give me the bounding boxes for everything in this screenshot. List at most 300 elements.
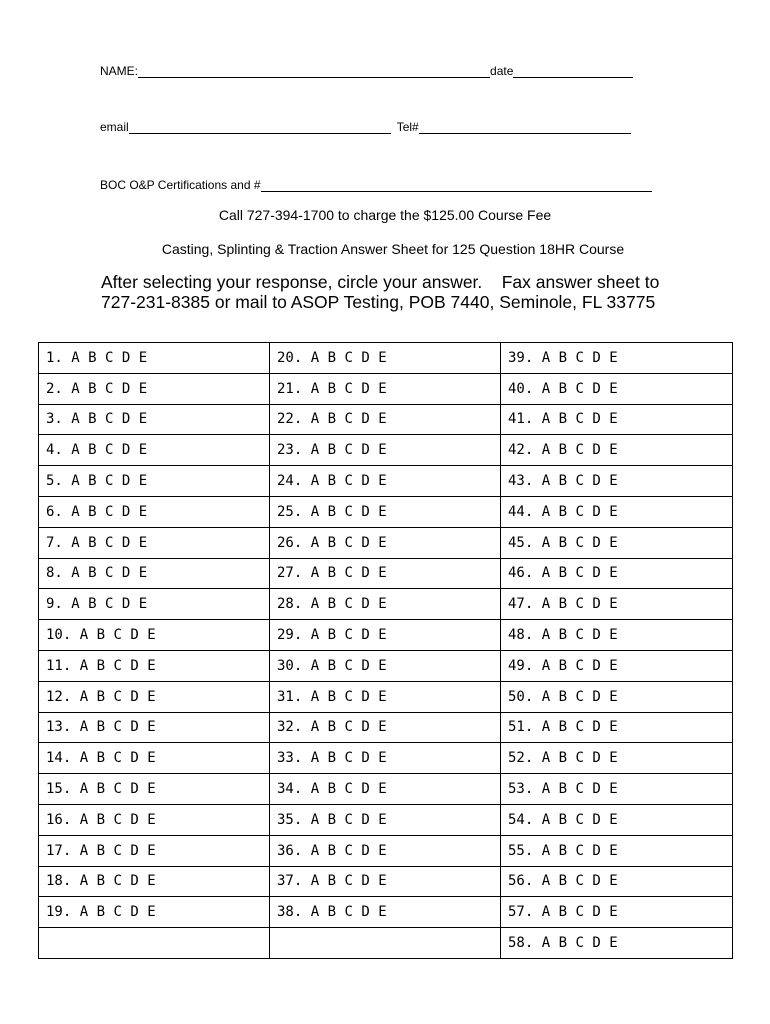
answer-option[interactable]: D <box>592 811 601 828</box>
answer-option[interactable]: A <box>310 411 320 428</box>
answer-option[interactable]: E <box>609 750 618 767</box>
answer-option[interactable]: A <box>310 904 320 921</box>
answer-option[interactable]: D <box>130 781 139 798</box>
answer-option[interactable]: A <box>310 781 320 798</box>
answer-option[interactable]: C <box>575 750 584 767</box>
answer-option[interactable]: B <box>327 657 337 674</box>
answer-option[interactable]: B <box>558 873 568 890</box>
answer-option[interactable]: B <box>96 873 106 890</box>
answer-option[interactable]: D <box>361 473 370 490</box>
answer-option[interactable]: D <box>130 842 139 859</box>
answer-option[interactable]: E <box>147 719 156 736</box>
answer-option[interactable]: D <box>361 349 370 366</box>
answer-option[interactable]: E <box>378 596 387 613</box>
answer-option[interactable]: D <box>361 657 370 674</box>
answer-option[interactable]: D <box>121 473 131 490</box>
answer-option[interactable]: A <box>79 688 89 705</box>
answer-option[interactable]: B <box>558 904 568 921</box>
answer-option[interactable]: D <box>361 627 370 644</box>
answer-option[interactable]: A <box>71 442 80 459</box>
answer-option[interactable]: A <box>541 904 551 921</box>
answer-option[interactable]: A <box>310 657 320 674</box>
answer-option[interactable]: E <box>378 842 387 859</box>
answer-option[interactable]: A <box>310 811 320 828</box>
answer-option[interactable]: B <box>96 904 106 921</box>
answer-option[interactable]: E <box>609 380 618 397</box>
answer-option[interactable]: C <box>344 657 353 674</box>
answer-option[interactable]: C <box>344 442 353 459</box>
answer-option[interactable]: A <box>310 349 320 366</box>
answer-option[interactable]: C <box>344 842 353 859</box>
answer-option[interactable]: B <box>327 750 337 767</box>
answer-option[interactable]: C <box>113 688 122 705</box>
answer-option[interactable]: A <box>79 750 89 767</box>
answer-option[interactable]: B <box>327 349 337 366</box>
name-field[interactable] <box>138 65 490 78</box>
answer-option[interactable]: A <box>79 811 89 828</box>
answer-option[interactable]: A <box>310 442 320 459</box>
answer-option[interactable]: D <box>361 565 370 582</box>
answer-option[interactable]: A <box>541 411 551 428</box>
answer-option[interactable]: D <box>592 750 601 767</box>
answer-option[interactable]: E <box>147 657 156 674</box>
answer-option[interactable]: C <box>113 873 122 890</box>
answer-option[interactable]: D <box>121 596 131 613</box>
answer-option[interactable]: D <box>121 411 131 428</box>
answer-option[interactable]: D <box>361 750 370 767</box>
answer-option[interactable]: A <box>541 935 551 952</box>
answer-option[interactable]: E <box>609 719 618 736</box>
answer-option[interactable]: C <box>344 811 353 828</box>
answer-option[interactable]: A <box>71 349 80 366</box>
answer-option[interactable]: D <box>592 534 601 551</box>
answer-option[interactable]: B <box>558 935 568 952</box>
answer-option[interactable]: A <box>541 627 551 644</box>
answer-option[interactable]: B <box>88 349 97 366</box>
answer-option[interactable]: B <box>96 842 106 859</box>
answer-option[interactable]: C <box>344 349 353 366</box>
answer-option[interactable]: D <box>361 873 370 890</box>
answer-option[interactable]: B <box>558 349 568 366</box>
answer-option[interactable]: C <box>344 503 353 520</box>
answer-option[interactable]: E <box>378 719 387 736</box>
answer-option[interactable]: E <box>378 411 387 428</box>
answer-option[interactable]: D <box>592 503 601 520</box>
answer-option[interactable]: E <box>609 904 618 921</box>
answer-option[interactable]: C <box>575 842 584 859</box>
answer-option[interactable]: A <box>310 873 320 890</box>
answer-option[interactable]: D <box>121 534 131 551</box>
answer-option[interactable]: B <box>88 380 97 397</box>
answer-option[interactable]: B <box>558 811 568 828</box>
answer-option[interactable]: A <box>541 349 551 366</box>
answer-option[interactable]: A <box>541 719 551 736</box>
answer-option[interactable]: D <box>130 811 139 828</box>
answer-option[interactable]: E <box>609 781 618 798</box>
answer-option[interactable]: E <box>378 688 387 705</box>
answer-option[interactable]: B <box>327 534 337 551</box>
answer-option[interactable]: E <box>138 349 148 366</box>
answer-option[interactable]: B <box>327 380 337 397</box>
answer-option[interactable]: B <box>96 719 106 736</box>
answer-option[interactable]: B <box>558 596 568 613</box>
answer-option[interactable]: C <box>344 565 353 582</box>
answer-option[interactable]: E <box>138 380 148 397</box>
answer-option[interactable]: C <box>113 842 122 859</box>
answer-option[interactable]: B <box>558 657 568 674</box>
answer-option[interactable]: E <box>609 596 618 613</box>
answer-option[interactable]: B <box>327 781 337 798</box>
answer-option[interactable]: E <box>609 935 618 952</box>
answer-option[interactable]: B <box>327 811 337 828</box>
answer-option[interactable]: C <box>344 473 353 490</box>
answer-option[interactable]: E <box>138 565 148 582</box>
answer-option[interactable]: B <box>327 503 337 520</box>
answer-option[interactable]: C <box>575 657 584 674</box>
answer-option[interactable]: A <box>310 473 320 490</box>
answer-option[interactable]: E <box>609 842 618 859</box>
answer-option[interactable]: B <box>558 719 568 736</box>
answer-option[interactable]: C <box>113 750 122 767</box>
answer-option[interactable]: D <box>361 442 370 459</box>
answer-option[interactable]: C <box>575 503 584 520</box>
answer-option[interactable]: C <box>105 534 114 551</box>
answer-option[interactable]: D <box>592 904 601 921</box>
answer-option[interactable]: B <box>88 503 97 520</box>
tel-field[interactable] <box>419 121 631 134</box>
answer-option[interactable]: E <box>609 411 618 428</box>
answer-option[interactable]: A <box>79 627 89 644</box>
answer-option[interactable]: C <box>105 473 114 490</box>
answer-option[interactable]: D <box>361 411 370 428</box>
answer-option[interactable]: C <box>344 904 353 921</box>
answer-option[interactable]: B <box>327 719 337 736</box>
answer-option[interactable]: B <box>558 473 568 490</box>
answer-option[interactable]: B <box>88 534 97 551</box>
answer-option[interactable]: E <box>378 565 387 582</box>
answer-option[interactable]: D <box>592 873 601 890</box>
answer-option[interactable]: D <box>592 565 601 582</box>
answer-option[interactable]: A <box>541 750 551 767</box>
answer-option[interactable]: E <box>378 380 387 397</box>
answer-option[interactable]: D <box>361 842 370 859</box>
answer-option[interactable]: D <box>130 873 139 890</box>
answer-option[interactable]: B <box>88 411 97 428</box>
answer-option[interactable]: C <box>344 719 353 736</box>
answer-option[interactable]: D <box>121 442 131 459</box>
answer-option[interactable]: A <box>541 657 551 674</box>
answer-option[interactable]: D <box>592 688 601 705</box>
answer-option[interactable]: C <box>113 904 122 921</box>
answer-option[interactable]: C <box>575 411 584 428</box>
answer-option[interactable]: B <box>327 411 337 428</box>
answer-option[interactable]: C <box>575 565 584 582</box>
answer-option[interactable]: A <box>79 873 89 890</box>
answer-option[interactable]: C <box>575 688 584 705</box>
answer-option[interactable]: A <box>541 873 551 890</box>
answer-option[interactable]: B <box>327 904 337 921</box>
answer-option[interactable]: B <box>558 688 568 705</box>
answer-option[interactable]: E <box>378 750 387 767</box>
answer-option[interactable]: C <box>344 380 353 397</box>
answer-option[interactable]: B <box>96 781 106 798</box>
answer-option[interactable]: E <box>138 596 148 613</box>
answer-option[interactable]: C <box>105 349 114 366</box>
answer-option[interactable]: B <box>327 627 337 644</box>
answer-option[interactable]: E <box>147 873 156 890</box>
answer-option[interactable]: D <box>592 442 601 459</box>
answer-option[interactable]: D <box>130 719 139 736</box>
answer-option[interactable]: E <box>378 349 387 366</box>
answer-option[interactable]: A <box>541 442 551 459</box>
answer-option[interactable]: E <box>609 688 618 705</box>
answer-option[interactable]: E <box>609 534 618 551</box>
answer-option[interactable]: A <box>310 596 320 613</box>
answer-option[interactable]: D <box>592 627 601 644</box>
answer-option[interactable]: C <box>105 565 114 582</box>
answer-option[interactable]: D <box>361 904 370 921</box>
answer-option[interactable]: D <box>361 811 370 828</box>
answer-option[interactable]: E <box>378 657 387 674</box>
answer-option[interactable]: A <box>541 842 551 859</box>
question-number: 15. <box>46 781 72 798</box>
answer-option[interactable]: E <box>378 503 387 520</box>
answer-option[interactable]: B <box>327 596 337 613</box>
answer-cell <box>39 496 270 527</box>
answer-option[interactable]: A <box>310 688 320 705</box>
answer-option[interactable]: B <box>558 627 568 644</box>
answer-option[interactable]: A <box>541 534 551 551</box>
answer-option[interactable]: A <box>79 719 89 736</box>
answer-option[interactable]: C <box>575 380 584 397</box>
answer-option[interactable]: D <box>592 781 601 798</box>
email-field[interactable] <box>129 121 391 134</box>
answer-option[interactable]: C <box>344 596 353 613</box>
answer-option[interactable]: C <box>575 596 584 613</box>
answer-option[interactable]: E <box>138 534 148 551</box>
answer-option[interactable]: D <box>592 380 601 397</box>
answer-option[interactable]: A <box>310 380 320 397</box>
answer-option[interactable]: C <box>105 442 114 459</box>
answer-option[interactable]: C <box>575 719 584 736</box>
date-field[interactable] <box>513 65 633 78</box>
answer-option[interactable]: B <box>558 565 568 582</box>
answer-option[interactable]: C <box>575 473 584 490</box>
answer-option[interactable]: A <box>541 565 551 582</box>
answer-option[interactable]: E <box>147 781 156 798</box>
answer-option[interactable]: C <box>344 627 353 644</box>
answer-option[interactable]: C <box>344 781 353 798</box>
answer-option[interactable]: B <box>558 411 568 428</box>
answer-option[interactable]: B <box>96 750 106 767</box>
answer-option[interactable]: E <box>138 503 148 520</box>
answer-option[interactable]: C <box>113 781 122 798</box>
answer-option[interactable]: C <box>344 873 353 890</box>
answer-option[interactable]: B <box>96 688 106 705</box>
answer-option[interactable]: D <box>130 750 139 767</box>
tel-label: Tel# <box>396 120 419 134</box>
answer-option[interactable]: C <box>113 719 122 736</box>
answer-option[interactable]: A <box>71 380 80 397</box>
answer-option[interactable]: C <box>113 627 122 644</box>
answer-option[interactable]: A <box>79 781 89 798</box>
question-number: 9. <box>46 596 63 613</box>
answer-option[interactable]: A <box>310 719 320 736</box>
answer-option[interactable]: A <box>541 781 551 798</box>
answer-option[interactable]: E <box>147 811 156 828</box>
answer-option[interactable]: E <box>609 473 618 490</box>
answer-option[interactable]: B <box>327 873 337 890</box>
answer-option[interactable]: D <box>592 349 601 366</box>
answer-option[interactable]: D <box>592 411 601 428</box>
answer-option[interactable]: A <box>310 750 320 767</box>
answer-option[interactable]: D <box>130 627 139 644</box>
answer-option[interactable]: A <box>71 503 80 520</box>
answer-option[interactable]: C <box>105 411 114 428</box>
answer-option[interactable]: E <box>609 657 618 674</box>
answer-option[interactable]: A <box>71 411 80 428</box>
answer-option[interactable]: C <box>344 534 353 551</box>
answer-option[interactable]: D <box>121 380 131 397</box>
answer-option[interactable]: D <box>130 688 139 705</box>
answer-option[interactable]: B <box>327 442 337 459</box>
answer-option[interactable]: B <box>558 842 568 859</box>
answer-option[interactable]: D <box>592 719 601 736</box>
answer-option[interactable]: B <box>327 688 337 705</box>
answer-option[interactable]: B <box>96 627 106 644</box>
answer-option[interactable]: E <box>378 534 387 551</box>
answer-option[interactable]: E <box>609 442 618 459</box>
answer-option[interactable]: B <box>558 781 568 798</box>
answer-option[interactable]: E <box>147 627 156 644</box>
answer-option[interactable]: E <box>147 750 156 767</box>
answer-option[interactable]: E <box>378 442 387 459</box>
answer-option[interactable]: E <box>609 503 618 520</box>
answer-option[interactable]: D <box>592 657 601 674</box>
answer-option[interactable]: D <box>361 380 370 397</box>
answer-option[interactable]: E <box>609 811 618 828</box>
answer-option[interactable]: B <box>88 565 97 582</box>
answer-option[interactable]: D <box>592 596 601 613</box>
answer-option[interactable]: A <box>541 688 551 705</box>
answer-option[interactable]: A <box>71 534 80 551</box>
answer-option[interactable]: D <box>130 904 139 921</box>
answer-option[interactable]: A <box>310 503 320 520</box>
answer-option[interactable]: A <box>541 473 551 490</box>
answer-option[interactable]: A <box>71 596 80 613</box>
answer-option[interactable]: A <box>541 503 551 520</box>
answer-option[interactable]: A <box>79 657 89 674</box>
answer-option[interactable]: D <box>361 534 370 551</box>
answer-option[interactable]: D <box>121 565 131 582</box>
answer-option[interactable]: C <box>344 688 353 705</box>
answer-option[interactable]: E <box>609 627 618 644</box>
answer-option[interactable]: D <box>592 935 601 952</box>
answer-option[interactable]: C <box>105 503 114 520</box>
answer-option[interactable]: B <box>327 565 337 582</box>
answer-option[interactable]: C <box>344 750 353 767</box>
answer-option[interactable]: D <box>361 688 370 705</box>
answer-option[interactable]: A <box>71 565 80 582</box>
answer-option[interactable]: A <box>310 534 320 551</box>
answer-option[interactable]: B <box>558 534 568 551</box>
answer-option[interactable]: D <box>361 503 370 520</box>
answer-option[interactable]: E <box>378 904 387 921</box>
answer-option[interactable]: B <box>558 750 568 767</box>
answer-option[interactable]: B <box>88 473 97 490</box>
answer-option[interactable]: A <box>310 627 320 644</box>
answer-option[interactable]: C <box>575 811 584 828</box>
answer-option[interactable]: E <box>138 473 148 490</box>
answer-option[interactable]: D <box>361 781 370 798</box>
answer-option[interactable]: B <box>558 503 568 520</box>
answer-option[interactable]: E <box>147 842 156 859</box>
answer-option[interactable]: C <box>575 781 584 798</box>
answer-option[interactable]: D <box>592 842 601 859</box>
answer-option[interactable]: E <box>609 873 618 890</box>
answer-option[interactable]: D <box>121 503 131 520</box>
answer-option[interactable]: E <box>138 411 148 428</box>
answer-option[interactable]: B <box>88 596 97 613</box>
answer-option[interactable]: E <box>378 811 387 828</box>
fee-line: Call 727-394-1700 to charge the $125.00 Course Fee <box>218 207 552 223</box>
answer-option[interactable]: A <box>310 565 320 582</box>
answer-option[interactable]: C <box>575 442 584 459</box>
answer-option[interactable]: B <box>96 657 106 674</box>
answer-option[interactable]: A <box>71 473 80 490</box>
answer-option[interactable]: C <box>575 349 584 366</box>
answer-option[interactable]: D <box>121 349 131 366</box>
answer-option[interactable]: A <box>541 380 551 397</box>
answer-option[interactable]: B <box>558 380 568 397</box>
answer-option[interactable]: B <box>327 473 337 490</box>
answer-option[interactable]: C <box>575 873 584 890</box>
answer-option[interactable]: E <box>147 688 156 705</box>
answer-option[interactable]: D <box>130 657 139 674</box>
answer-option[interactable]: C <box>344 411 353 428</box>
answer-option[interactable]: A <box>79 842 89 859</box>
answer-option[interactable]: C <box>113 657 122 674</box>
answer-option[interactable]: C <box>575 904 584 921</box>
answer-option[interactable]: B <box>96 811 106 828</box>
answer-option[interactable]: E <box>609 565 618 582</box>
answer-option[interactable]: A <box>541 811 551 828</box>
answer-option[interactable]: E <box>138 442 148 459</box>
answer-option[interactable]: C <box>113 811 122 828</box>
answer-option[interactable]: C <box>575 935 584 952</box>
answer-option[interactable]: E <box>378 781 387 798</box>
answer-option[interactable]: E <box>609 349 618 366</box>
answer-option[interactable]: B <box>558 442 568 459</box>
answer-option[interactable]: E <box>378 473 387 490</box>
answer-option[interactable]: E <box>378 627 387 644</box>
answer-option[interactable]: B <box>327 842 337 859</box>
answer-option[interactable]: D <box>361 596 370 613</box>
answer-option[interactable]: A <box>79 904 89 921</box>
answer-option[interactable]: A <box>541 596 551 613</box>
answer-option[interactable]: C <box>575 627 584 644</box>
answer-option[interactable]: A <box>310 842 320 859</box>
answer-option[interactable]: C <box>575 534 584 551</box>
answer-option[interactable]: C <box>105 380 114 397</box>
answer-option[interactable]: B <box>88 442 97 459</box>
answer-option[interactable]: D <box>361 719 370 736</box>
answer-option[interactable]: E <box>378 873 387 890</box>
answer-option[interactable]: D <box>592 473 601 490</box>
boc-field[interactable] <box>261 179 652 192</box>
answer-option[interactable]: E <box>147 904 156 921</box>
answer-option[interactable]: C <box>105 596 114 613</box>
